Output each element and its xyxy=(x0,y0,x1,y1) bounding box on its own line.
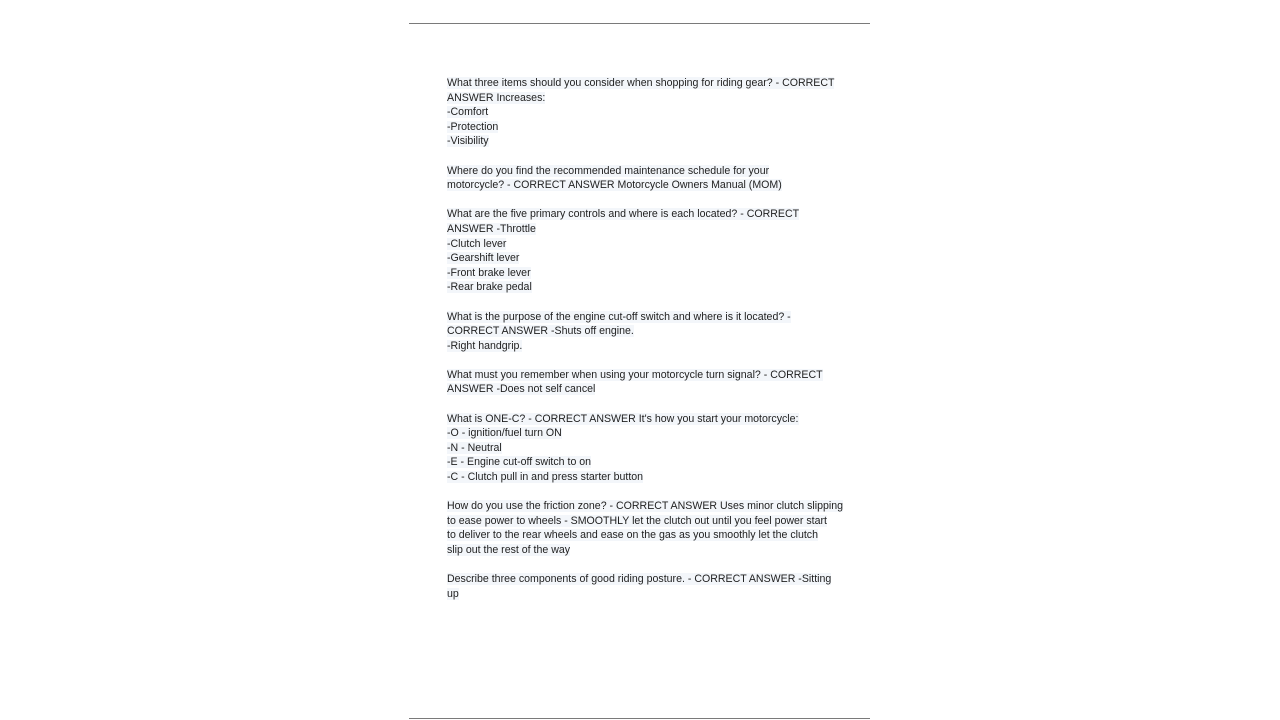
text-line: What three items should you consider when shopping for riding gear? - CORRECT xyxy=(447,77,835,89)
text-line: motorcycle? - CORRECT ANSWER Motorcycle Owners Manual (MOM) xyxy=(447,179,782,192)
qa-block-primary-controls xyxy=(447,207,847,295)
text-line: -Rear brake pedal xyxy=(447,281,532,294)
text-line: slip out the rest of the way xyxy=(447,544,571,556)
qa-block-engine-cutoff xyxy=(447,310,847,354)
text-line: to deliver to the rear wheels and ease on the gas as you smoothly let the clutch xyxy=(447,529,818,542)
text-line: Describe three components of good riding posture. - CORRECT ANSWER -Sitting xyxy=(447,573,832,586)
qa-block-riding-posture xyxy=(447,572,847,601)
text-line: What must you remember when using your motorcycle turn signal? - CORRECT xyxy=(447,368,823,381)
page-top-rule xyxy=(409,23,870,24)
document-content xyxy=(447,76,847,616)
page-bottom-rule xyxy=(409,718,870,719)
text-line: Where do you find the recommended maintenance schedule for your xyxy=(447,164,770,177)
text-line: -C - Clutch pull in and press starter button xyxy=(447,471,644,484)
text-line: -Visibility xyxy=(447,135,489,148)
text-line: ANSWER Increases: xyxy=(447,91,546,104)
text-line: CORRECT ANSWER -Shuts off engine. xyxy=(447,325,634,338)
qa-block-riding-gear xyxy=(447,76,847,149)
text-line: How do you use the friction zone? - CORRECT ANSWER Uses minor clutch slipping xyxy=(447,500,844,513)
text-line: What is the purpose of the engine cut-off switch and where is it located? - xyxy=(447,310,791,323)
text-line: ANSWER -Does not self cancel xyxy=(447,383,596,396)
text-line: ANSWER -Throttle xyxy=(447,222,536,235)
text-line: to ease power to wheels - SMOOTHLY let the clutch out until you feel power start xyxy=(447,514,827,527)
text-line: -Right handgrip. xyxy=(447,339,523,352)
qa-block-maintenance-schedule xyxy=(447,164,847,193)
text-line: -E - Engine cut-off switch to on xyxy=(447,456,592,469)
qa-block-turn-signal xyxy=(447,368,847,397)
text-line: What are the five primary controls and where is each located? - CORRECT xyxy=(447,208,800,221)
text-line: -Front brake lever xyxy=(447,266,531,279)
qa-block-friction-zone xyxy=(447,499,847,557)
text-line: -Comfort xyxy=(447,106,489,119)
text-line: -Protection xyxy=(447,120,499,133)
qa-block-one-c xyxy=(447,412,847,485)
text-line: up xyxy=(447,587,459,600)
text-line: -Gearshift lever xyxy=(447,252,520,265)
text-line: -N - Neutral xyxy=(447,441,502,454)
text-line: What is ONE-C? - CORRECT ANSWER It's how you start your motorcycle: xyxy=(447,412,799,425)
text-line: -Clutch lever xyxy=(447,237,507,250)
text-line: -O - ignition/fuel turn ON xyxy=(447,427,562,440)
